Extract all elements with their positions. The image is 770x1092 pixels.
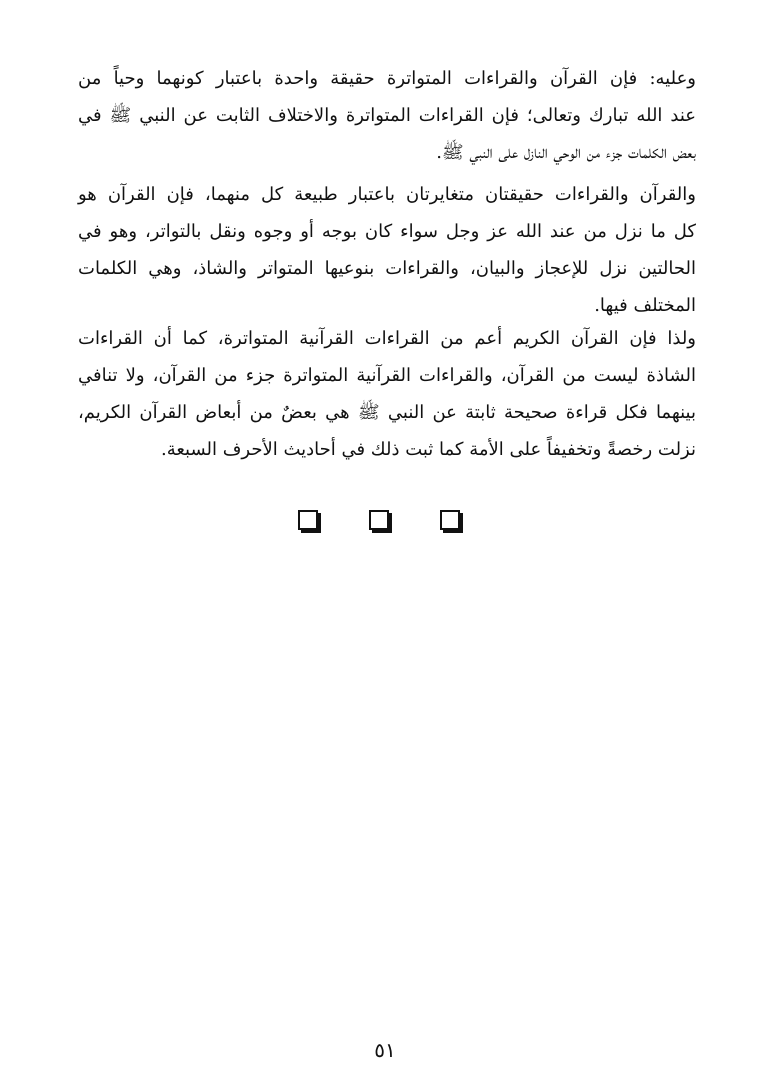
paragraph-line: المختلف فيها.	[594, 295, 696, 316]
paragraph-line: نزلت رخصةً وتخفيفاً على الأمة كما ثبت ذلك في أحاديث الأحرف السبعة.	[160, 439, 696, 460]
square-box-icon	[369, 510, 389, 530]
square-box-icon	[440, 510, 460, 530]
paragraph-line: كل ما نزل من عند الله عز وجل سواء كان بوجه أو وجوه ونقل بالتواتر، وهو في	[78, 221, 696, 242]
page-number: ٥١	[374, 1038, 396, 1062]
paragraph-line: وعليه: فإن القرآن والقراءات المتواترة حقيقة واحدة باعتبار كونهما وحياً من	[78, 68, 696, 89]
paragraph-line: الحالتين نزل للإعجاز والبيان، والقراءات بنوعيها المتواتر والشاذ، وهي الكلمات	[78, 258, 696, 279]
paragraph-line: عند الله تبارك وتعالى؛ فإن القراءات المتواترة والاختلاف الثابت عن النبي ﷺ في	[78, 105, 696, 126]
paragraph-line: الشاذة ليست من القرآن، والقراءات القرآنية المتواترة جزء من القرآن، ولا تنافي	[78, 365, 696, 386]
paragraph-line: بينهما فكل قراءة صحيحة ثابتة عن النبي ﷺ هي بعضٌ من أبعاض القرآن الكريم،	[78, 402, 696, 423]
paragraph-3	[78, 320, 696, 468]
paragraph-line: ولذا فإن القرآن الكريم أعم من القراءات القرآنية المتواترة، كما أن القراءات	[78, 328, 696, 349]
section-divider-ornament	[0, 508, 770, 538]
paragraph-2	[78, 176, 696, 324]
paragraph-1	[78, 60, 696, 171]
paragraph-line: بعض الكلمات جزء من الوحي النازل على النبي ﷺ.	[436, 142, 696, 163]
square-box-icon	[298, 510, 318, 530]
paragraph-line: والقرآن والقراءات حقيقتان متغايرتان باعتبار طبيعة كل منهما، فإن القرآن هو	[78, 184, 696, 205]
